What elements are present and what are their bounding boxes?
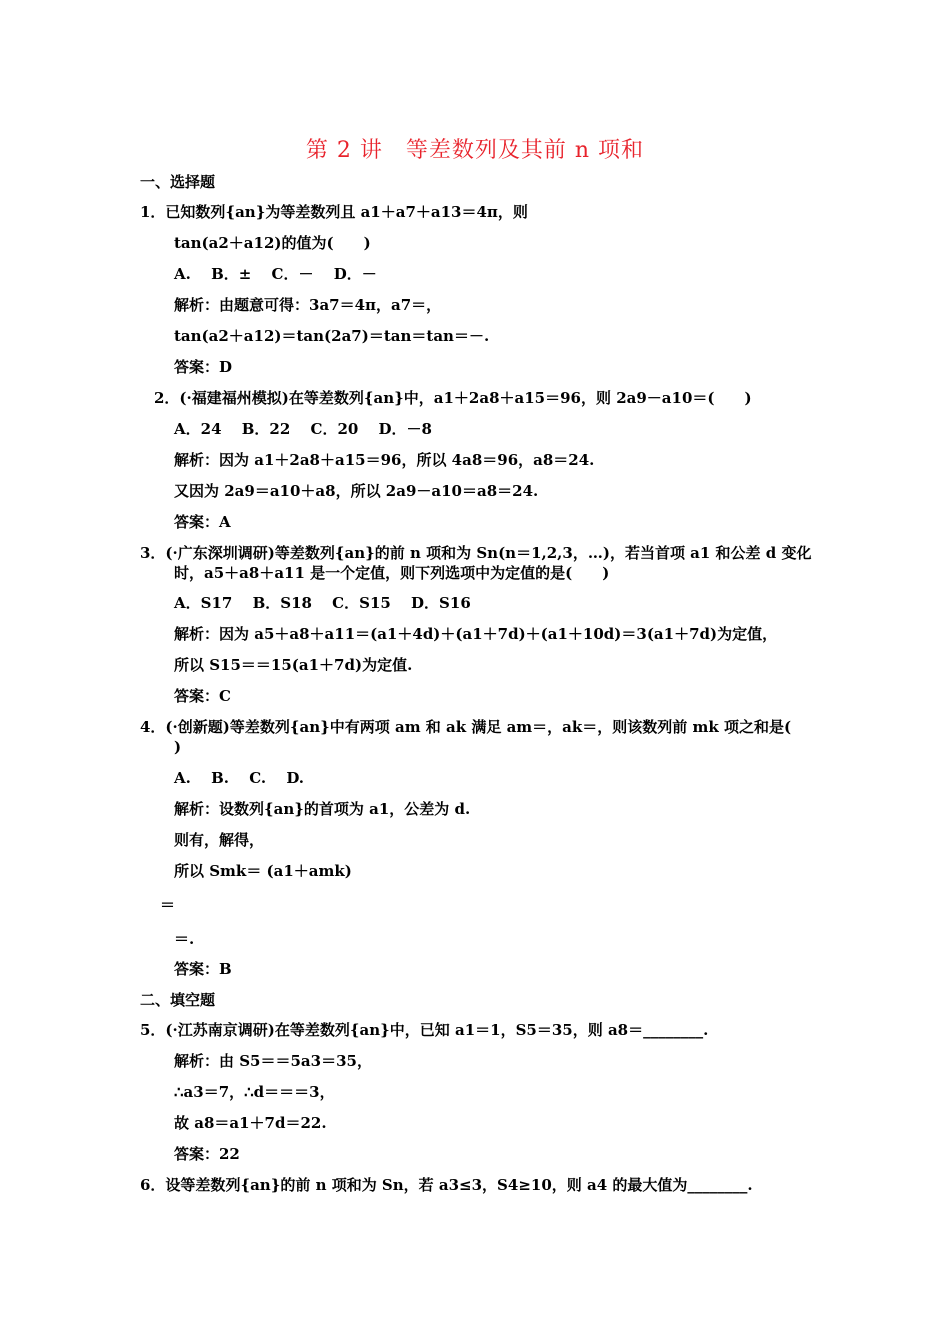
text-line: A. B．± C．－ D．－ <box>174 265 377 283</box>
text-line: A．24 B．22 C．20 D．－8 <box>174 420 432 438</box>
text-line: 二、填空题 <box>140 991 216 1009</box>
text-line: 3．(·广东深圳调研)等差数列{an}的前 n 项和为 Sn(n＝1,2,3，…)，若当首项 a1 和公差 d 变化 <box>140 544 812 562</box>
text-line: 答案：C <box>174 687 231 705</box>
text-line: 1．已知数列{an}为等差数列且 a1＋a7＋a13＝4π，则 <box>140 203 528 221</box>
text-line: 2．(·福建福州模拟)在等差数列{an}中，a1＋2a8＋a15＝96，则 2a9－a10＝( ) <box>154 389 752 407</box>
text-line: 6．设等差数列{an}的前 n 项和为 Sn，若 a3≤3，S4≥10，则 a4 的最大值为________. <box>140 1176 753 1194</box>
text-line: 答案：D <box>174 358 233 376</box>
text-line: 4．(·创新题)等差数列{an}中有两项 am 和 ak 满足 am＝，ak＝，则该数列前 mk 项之和是( <box>140 718 792 736</box>
text-line: A. B. C. D. <box>174 769 305 787</box>
text-line: tan(a2＋a12)＝tan(2a7)＝tan＝tan＝－. <box>174 327 490 345</box>
text-line: ) <box>174 738 182 756</box>
text-line: 解析：因为 a1＋2a8＋a15＝96，所以 4a8＝96，a8＝24. <box>174 451 595 469</box>
text-line: 答案：A <box>174 513 231 531</box>
text-line: 所以 Smk＝ (a1＋amk) <box>174 862 352 880</box>
text-line: ∴a3＝7，∴d＝＝＝3， <box>174 1083 335 1101</box>
text-line: 又因为 2a9＝a10＋a8，所以 2a9－a10＝a8＝24. <box>174 482 539 500</box>
text-line: 所以 S15＝＝15(a1＋7d)为定值. <box>174 656 413 674</box>
page-title: 第 2 讲 等差数列及其前 n 项和 <box>305 138 645 163</box>
text-line: tan(a2＋a12)的值为( ) <box>174 234 371 252</box>
text-line: 5．(·江苏南京调研)在等差数列{an}中，已知 a1＝1，S5＝35，则 a8＝________. <box>140 1021 709 1039</box>
text-line: 解析：由 S5＝＝5a3＝35， <box>174 1052 372 1070</box>
text-line: A．S17 B．S18 C．S15 D．S16 <box>174 594 471 612</box>
text-line: ＝ <box>160 896 176 914</box>
text-line: 故 a8＝a1＋7d＝22. <box>174 1114 327 1132</box>
text-line: 一、选择题 <box>140 173 216 191</box>
text-line: 解析：因为 a5＋a8＋a11＝(a1＋4d)＋(a1＋7d)＋(a1＋10d)＝3(a1＋7d)为定值， <box>174 625 778 643</box>
text-line: 答案：22 <box>174 1145 240 1163</box>
text-line: 时，a5＋a8＋a11 是一个定值，则下列选项中为定值的是( ) <box>174 564 610 582</box>
text-line: ＝. <box>174 930 195 948</box>
text-line: 答案：B <box>174 960 232 978</box>
text-line: 解析：由题意可得：3a7＝4π，a7＝， <box>174 296 442 314</box>
text-line: 则有，解得， <box>174 831 265 849</box>
text-line: 解析：设数列{an}的首项为 a1，公差为 d. <box>174 800 471 818</box>
